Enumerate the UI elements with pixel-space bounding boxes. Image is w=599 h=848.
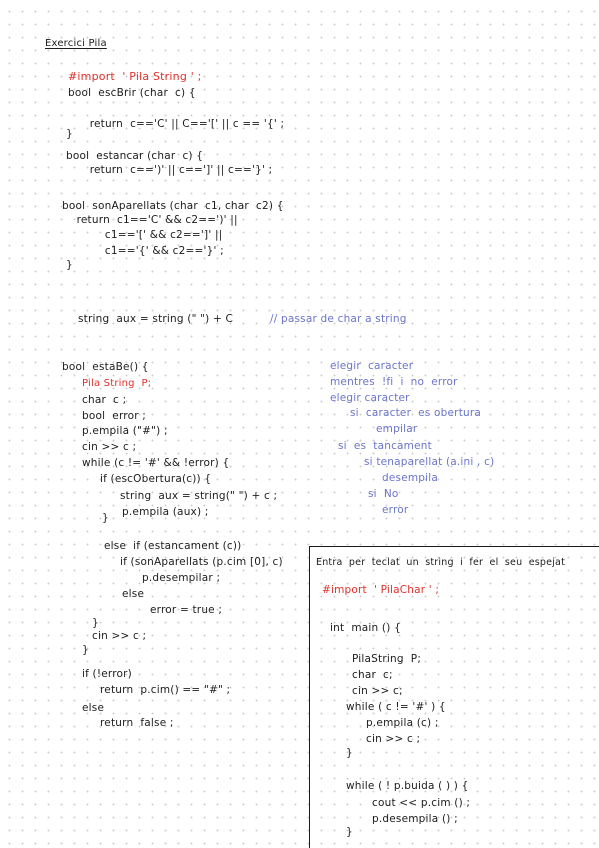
code-line: p.empila (aux) ; [122, 506, 209, 518]
pila-declaration: Pila String P; [82, 378, 152, 389]
code-line: else if (estancament (c)) [104, 540, 242, 552]
box-code-line: } [346, 826, 353, 838]
box-code-line: while ( ! p.buida ( ) ) { [346, 780, 469, 792]
note-line: empilar [376, 423, 418, 435]
note-line: elegir caracter [330, 392, 410, 404]
note-line: si es tancament [338, 440, 432, 452]
code-line: } [66, 128, 73, 140]
box-code-line: PilaString P; [352, 653, 422, 665]
box-heading: Entra per teclat un string i fer el seu espejat [316, 557, 565, 568]
code-line: return c=='C' || C=='[' || c == '{' ; [72, 118, 285, 130]
code-line: else [82, 702, 105, 714]
note-line: desempila [382, 472, 439, 484]
code-line: cin >> c ; [82, 441, 137, 453]
note-line: si No [368, 488, 399, 500]
code-line: char c ; [82, 394, 127, 406]
box-code-line: p.desempila () ; [372, 813, 458, 825]
box-code-line: } [346, 747, 353, 759]
page-title: Exercici Pila [45, 38, 107, 49]
note-line: si tenaparellat (a.ini , c) [364, 456, 495, 468]
code-line: cin >> c ; [92, 630, 147, 642]
code-line: bool error ; [82, 410, 147, 422]
code-line: c1=='{' && c2=='}' ; [66, 245, 224, 257]
code-line: c1=='[' && c2==']' || [66, 229, 223, 241]
box-code-line: cout << p.cim () ; [372, 797, 471, 809]
code-line: string aux = string (" ") + C [78, 313, 234, 325]
code-line: if (sonAparellats (p.cim [0], c) [120, 556, 283, 568]
code-line: p.empila ("#") ; [82, 425, 168, 437]
code-line: return false ; [100, 717, 174, 729]
code-line: while (c != '#' && !error) { [82, 457, 230, 469]
code-line: error = true ; [150, 604, 223, 616]
note-line: error [382, 504, 409, 516]
code-line: } [92, 617, 99, 629]
box-code-line: while ( c != '#' ) { [346, 701, 446, 713]
code-line: } [82, 644, 89, 656]
code-line: bool sonAparellats (char c1, char c2) { [62, 200, 284, 212]
comment: // passar de char a string [270, 313, 407, 325]
import-line: #import ' Pila String ' ; [68, 70, 202, 83]
code-line: return c1=='C' && c2==')' || [66, 214, 238, 226]
box-code-line: cin >> c ; [366, 733, 421, 745]
code-line: bool estaBe() { [62, 361, 149, 373]
box-code-line: cin >> c; [352, 685, 403, 697]
code-line: bool escBrir (char c) { [68, 87, 196, 99]
code-line: bool estancar (char c) { [66, 150, 204, 162]
box-import-line: #import ' PilaChar ' ; [322, 584, 440, 596]
code-line: } [66, 259, 73, 271]
code-line: return p.cim() == "#" ; [100, 684, 231, 696]
code-line: p.desempilar ; [142, 572, 221, 584]
code-line: if (escObertura(c)) { [100, 473, 212, 485]
code-line: if (!error) [82, 668, 132, 680]
code-line: else [122, 588, 145, 600]
note-line: mentres !fi i no error [330, 376, 458, 388]
box-code-line: char c; [352, 669, 393, 681]
box-code-line: int main () { [330, 622, 401, 634]
code-line: } [102, 512, 109, 524]
box-code-line: p.empila (c) ; [366, 717, 439, 729]
note-line: si caracter es obertura [350, 407, 482, 419]
code-line: string aux = string(" ") + c ; [120, 490, 278, 502]
note-line: elegir caracter [330, 360, 414, 372]
code-line: return c==')' || c==']' || c=='}' ; [72, 164, 273, 176]
